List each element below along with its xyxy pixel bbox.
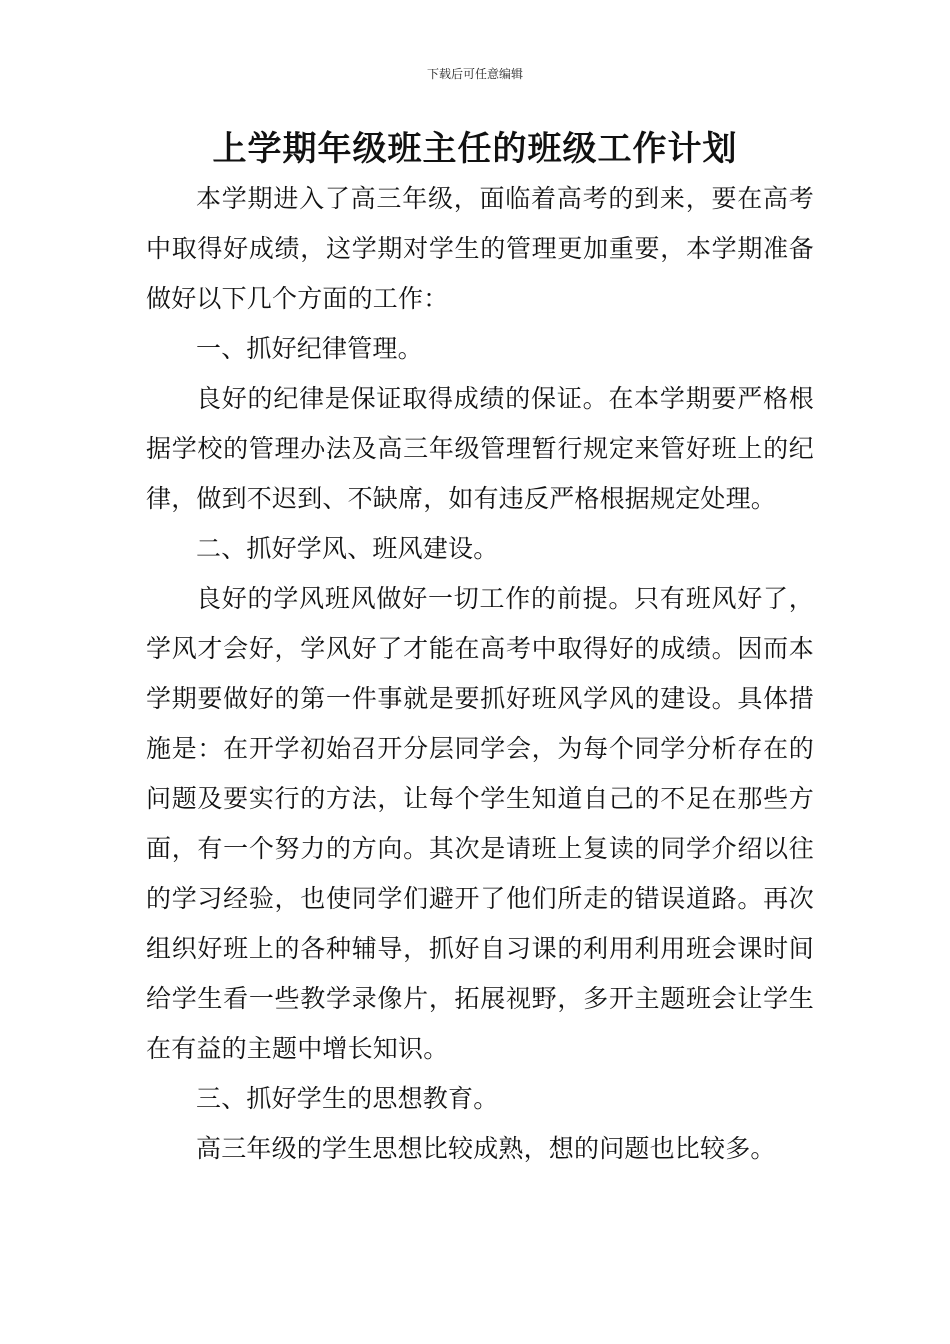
section-heading-discipline: 一、抓好纪律管理。 <box>196 334 423 363</box>
section-heading-study-style: 二、抓好学风、班风建设。 <box>196 534 499 563</box>
intro-paragraph: 本学期进入了高三年级，面临着高考的到来，要在高考中取得好成绩，这学期对学生的管理更加重要，本学期准备做好以下几个方面的工作： <box>146 184 814 313</box>
document-body <box>146 174 814 1174</box>
study-style-paragraph: 良好的学风班风做好一切工作的前提。只有班风好了，学风才会好，学风好了才能在高考中取得好的成绩。因而本学期要做好的第一件事就是要抓好班风学风的建设。具体措施是：在开学初始召开分层同学会，为每个同学分析存在的问题及要实行的方法，让每个学生知道自己的不足在那些方面，有一个努力的方向。其次是请班上复读的同学介绍以往的学习经验，也使同学们避开了他们所走的错误道路。再次组织好班上的各种辅导，抓好自习课的利用利用班会课时间给学生看一些教学录像片，拓展视野，多开主题班会让学生在有益的主题中增长知识。 <box>146 584 814 1063</box>
discipline-paragraph: 良好的纪律是保证取得成绩的保证。在本学期要严格根据学校的管理办法及高三年级管理暂行规定来管好班上的纪律，做到不迟到、不缺席，如有违反严格根据规定处理。 <box>146 384 814 513</box>
section-heading-ideology: 三、抓好学生的思想教育。 <box>196 1084 499 1113</box>
document-title: 上学期年级班主任的班级工作计划 <box>212 129 738 169</box>
header-note: 下载后可任意编辑 <box>426 67 523 81</box>
ideology-paragraph: 高三年级的学生思想比较成熟，想的问题也比较多。 <box>196 1134 776 1163</box>
